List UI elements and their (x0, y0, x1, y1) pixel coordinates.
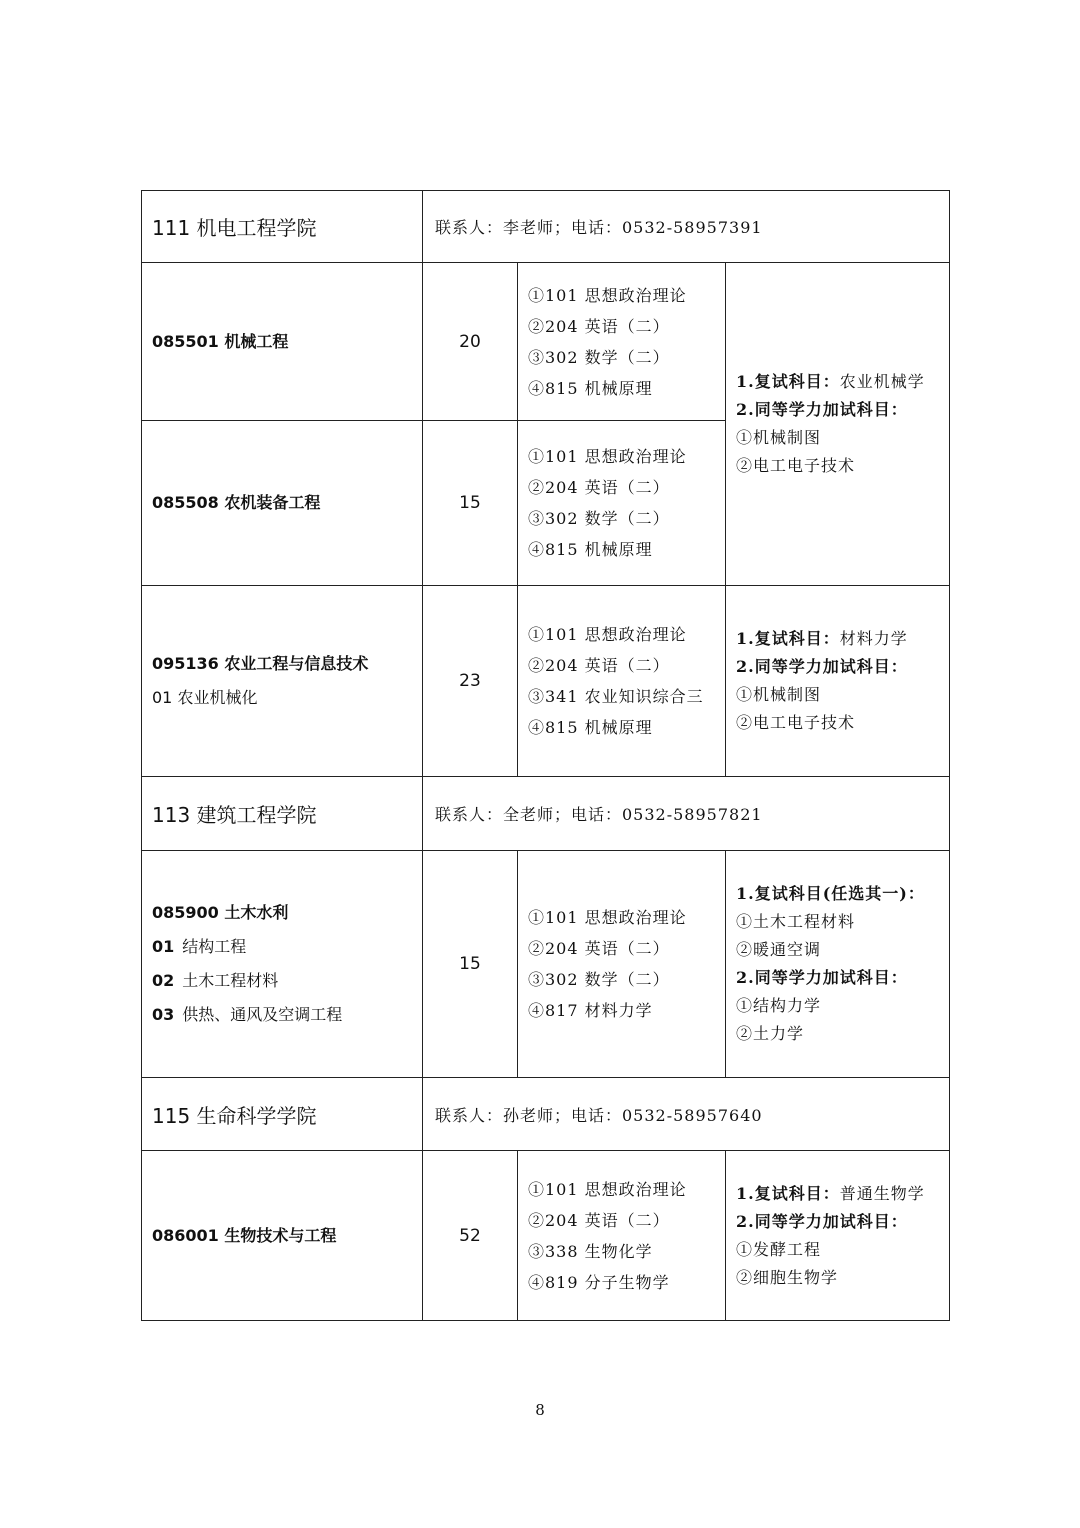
exam-item: ②204 英语（二） (528, 939, 670, 958)
retest-item: ①土木工程材料 (736, 912, 856, 931)
extra-item: ①机械制图 (736, 428, 822, 447)
extra-label: 2.同等学力加试科目： (736, 1211, 908, 1231)
exam-item: ②204 英语（二） (528, 1210, 670, 1230)
college-contact: 联系人：李老师；电话：0532-58957391 (423, 191, 950, 263)
exam-item: ④819 分子生物学 (528, 1272, 670, 1292)
major-row (142, 586, 950, 777)
college-name: 113 建筑工程学院 (142, 777, 423, 851)
college-name: 111 机电工程学院 (142, 191, 423, 263)
enrollment-count: 15 (423, 851, 518, 1078)
exam-item: ④815 机械原理 (528, 378, 653, 398)
major-cell (142, 586, 423, 777)
college-name: 115 生命科学学院 (142, 1078, 423, 1151)
retest-label: 1.复试科目： (736, 372, 840, 391)
exam-item: ②204 英语（二） (528, 478, 670, 497)
major-title: 085508 农机装备工程 (152, 493, 321, 512)
major-row (142, 1151, 950, 1321)
sub-direction: 01 农业机械化 (152, 688, 258, 707)
extra-item: ①发酵工程 (736, 1239, 822, 1259)
remarks-cell (726, 263, 950, 586)
extra-label: 2.同等学力加试科目： (736, 657, 908, 676)
sub-direction: 03 供热、通风及空调工程 (152, 1005, 343, 1024)
exam-subjects (518, 851, 726, 1078)
exam-item: ①101 思想政治理论 (528, 625, 687, 644)
exam-item: ①101 思想政治理论 (528, 285, 687, 305)
exam-item: ③338 生物化学 (528, 1241, 653, 1261)
extra-item: ②土力学 (736, 1024, 805, 1043)
exam-item: ④815 机械原理 (528, 718, 653, 737)
retest-line (736, 625, 949, 653)
major-title: 095136 农业工程与信息技术 (152, 654, 369, 673)
exam-item: ④815 机械原理 (528, 540, 653, 559)
enrollment-count: 23 (423, 586, 518, 777)
college-header-row (142, 777, 950, 851)
extra-item: ②电工电子技术 (736, 456, 856, 475)
retest-line (736, 1180, 949, 1208)
retest-value: 普通生物学 (839, 1183, 925, 1203)
page-number: 8 (535, 1401, 545, 1419)
exam-item: ③302 数学（二） (528, 970, 670, 989)
exam-item: ④817 材料力学 (528, 1001, 653, 1020)
extra-label: 2.同等学力加试科目： (736, 400, 908, 419)
exam-subjects (518, 1151, 726, 1321)
enrollment-count: 52 (423, 1151, 518, 1321)
exam-item: ③341 农业知识综合三 (528, 687, 704, 706)
extra-item: ①机械制图 (736, 685, 822, 704)
remarks-cell (726, 586, 950, 777)
sub-direction: 01 结构工程 (152, 937, 247, 956)
exam-item: ③302 数学（二） (528, 509, 670, 528)
major-row (142, 851, 950, 1078)
remarks-cell (726, 851, 950, 1078)
extra-label: 2.同等学力加试科目： (736, 968, 908, 987)
sub-direction: 02 土木工程材料 (152, 971, 279, 990)
extra-item: ①结构力学 (736, 996, 822, 1015)
college-contact: 联系人：全老师；电话：0532-58957821 (423, 777, 950, 851)
major-title: 085501 机械工程 (152, 331, 289, 351)
enrollment-count: 15 (423, 421, 518, 586)
major-cell (142, 263, 423, 421)
retest-label: 1.复试科目： (736, 629, 840, 648)
retest-value: 材料力学 (839, 629, 908, 648)
major-title: 086001 生物技术与工程 (152, 1225, 337, 1245)
retest-item: ②暖通空调 (736, 940, 822, 959)
enrollment-count: 20 (423, 263, 518, 421)
retest-value: 农业机械学 (839, 372, 925, 391)
exam-subjects (518, 421, 726, 586)
major-row (142, 263, 950, 421)
major-cell (142, 851, 423, 1078)
admissions-table (141, 190, 950, 1321)
exam-item: ②204 英语（二） (528, 316, 670, 336)
exam-subjects (518, 586, 726, 777)
exam-item: ①101 思想政治理论 (528, 908, 687, 927)
major-title: 085900 土木水利 (152, 903, 289, 922)
retest-label: 1.复试科目： (736, 1183, 840, 1203)
exam-item: ①101 思想政治理论 (528, 447, 687, 466)
college-header-row (142, 191, 950, 263)
exam-item: ②204 英语（二） (528, 656, 670, 675)
college-contact: 联系人：孙老师；电话：0532-58957640 (423, 1078, 950, 1151)
exam-subjects (518, 263, 726, 421)
major-cell (142, 421, 423, 586)
retest-label: 1.复试科目(任选其一)： (736, 884, 925, 903)
college-header-row (142, 1078, 950, 1151)
major-cell (142, 1151, 423, 1321)
exam-item: ①101 思想政治理论 (528, 1179, 687, 1199)
remarks-cell (726, 1151, 950, 1321)
extra-item: ②电工电子技术 (736, 713, 856, 732)
retest-line (736, 368, 949, 396)
exam-item: ③302 数学（二） (528, 347, 670, 367)
extra-item: ②细胞生物学 (736, 1267, 839, 1287)
